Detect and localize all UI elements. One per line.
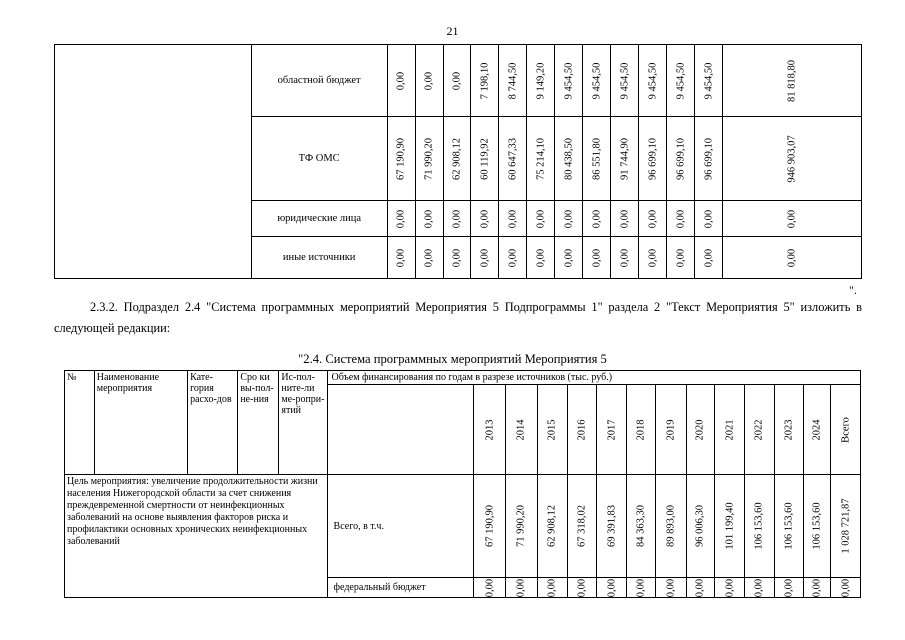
year-value-cell [471, 45, 499, 117]
year-value-cell [499, 237, 527, 279]
table-row [55, 45, 862, 117]
source-label: иные источники [251, 237, 387, 279]
year-value-cell [715, 475, 745, 578]
year-value-cell [415, 237, 443, 279]
year-value-cell [506, 578, 538, 598]
cell-value: 2023 [783, 419, 795, 440]
cell-value: 0,00 [665, 578, 677, 597]
cell-value: 0,00 [619, 209, 631, 228]
year-value-cell [471, 237, 499, 279]
year-header-cell [506, 385, 538, 475]
year-header-cell [474, 385, 506, 475]
source-label: юридические лица [251, 201, 387, 237]
year-value-cell [611, 45, 639, 117]
cell-value: 0,00 [647, 248, 659, 267]
year-header-cell [686, 385, 715, 475]
year-value-cell [744, 578, 774, 598]
year-value-cell [639, 117, 667, 201]
cell-value: 62 908,12 [546, 505, 558, 547]
header-executors: Ис-пол-ните-ли ме-ропри-ятий [279, 371, 327, 475]
year-value-cell [655, 578, 686, 598]
cell-value: 106 153,60 [783, 502, 795, 550]
year-value-cell [527, 45, 555, 117]
cell-value: 80 438,50 [563, 137, 575, 180]
header-funding-volume: Объем финансирования по годам в разрезе источников (тыс. руб.) [327, 371, 860, 385]
cell-value: 0,00 [591, 209, 603, 228]
year-value-cell [537, 475, 567, 578]
year-header-cell [715, 385, 745, 475]
cell-value: 0,00 [675, 248, 687, 267]
cell-value: 0,00 [451, 248, 463, 267]
year-value-cell [443, 45, 471, 117]
year-value-cell [695, 201, 723, 237]
cell-value: 62 908,12 [451, 137, 463, 180]
total-value-cell [723, 201, 862, 237]
year-value-cell [471, 201, 499, 237]
cell-value: 7 198,10 [479, 62, 491, 99]
cell-value: 9 454,50 [591, 62, 603, 99]
cell-value: 89 893,00 [665, 505, 677, 547]
year-value-cell [415, 45, 443, 117]
total-value-cell [723, 117, 862, 201]
year-value-cell [667, 237, 695, 279]
cell-value: 0,00 [635, 578, 647, 597]
cell-value: 0,00 [451, 71, 463, 90]
cell-value: 9 454,50 [647, 62, 659, 99]
cell-value: 0,00 [694, 578, 706, 597]
year-header-cell [744, 385, 774, 475]
total-value-cell [723, 237, 862, 279]
cell-value: 60 119,92 [479, 137, 491, 180]
cell-value: 96 006,30 [694, 505, 706, 547]
cell-value: 84 363,30 [635, 505, 647, 547]
cell-value: 9 454,50 [675, 62, 687, 99]
year-value-cell [387, 201, 415, 237]
year-value-cell [471, 117, 499, 201]
year-value-cell [686, 475, 715, 578]
cell-value: 75 214,10 [535, 137, 547, 180]
year-value-cell [667, 117, 695, 201]
cell-value: 2020 [694, 419, 706, 440]
cell-value: 9 149,20 [535, 62, 547, 99]
year-header-cell [774, 385, 804, 475]
cell-value: 67 190,90 [395, 137, 407, 180]
year-value-cell [695, 117, 723, 201]
blank-merged-cell [55, 45, 252, 279]
year-value-cell [583, 117, 611, 201]
year-value-cell [774, 475, 804, 578]
year-value-cell [695, 237, 723, 279]
header-category: Кате-гория расхо-дов [188, 371, 238, 475]
cell-value: 0,00 [576, 578, 588, 597]
cell-value: 0,00 [619, 248, 631, 267]
funding-table-continued [54, 44, 862, 279]
cell-value: 0,00 [591, 248, 603, 267]
header-blank-cell [327, 385, 474, 475]
cell-value: 0,00 [507, 209, 519, 228]
cell-value: 0,00 [423, 248, 435, 267]
cell-value: 0,00 [451, 209, 463, 228]
year-value-cell [527, 117, 555, 201]
year-value-cell [655, 475, 686, 578]
year-value-cell [499, 117, 527, 201]
year-header-cell [537, 385, 567, 475]
cell-value: 81 818,80 [786, 59, 798, 102]
year-value-cell [443, 117, 471, 201]
year-value-cell [831, 578, 861, 598]
year-value-cell [611, 201, 639, 237]
cell-value: 9 454,50 [563, 62, 575, 99]
year-value-cell [774, 578, 804, 598]
cell-value: 0,00 [479, 209, 491, 228]
year-value-cell [527, 201, 555, 237]
cell-value: 0,00 [423, 71, 435, 90]
year-value-cell [583, 201, 611, 237]
cell-value: 91 744,90 [619, 137, 631, 180]
cell-value: 0,00 [507, 248, 519, 267]
cell-value: 96 699,10 [703, 137, 715, 180]
year-value-cell [527, 237, 555, 279]
cell-value: 2016 [576, 419, 588, 440]
measures-table [64, 370, 861, 598]
cell-value: 106 153,60 [811, 502, 823, 550]
year-value-cell [667, 201, 695, 237]
year-value-cell [474, 475, 506, 578]
cell-value: 2017 [606, 419, 618, 440]
cell-value: 0,00 [546, 578, 558, 597]
cell-value: 0,00 [647, 209, 659, 228]
cell-value: 60 647,33 [507, 137, 519, 180]
quote-end-mark: ". [849, 283, 857, 297]
year-value-cell [443, 201, 471, 237]
year-header-cell [567, 385, 597, 475]
year-value-cell [611, 237, 639, 279]
source-label: областной бюджет [251, 45, 387, 117]
cell-value: 0,00 [395, 209, 407, 228]
measure-goal: Цель мероприятия: увеличение продолжительности жизни населения Нижегородской области за счет снижения преждевременной смертности от неинфекционных заболеваний на основе выявления факторов риска и профилактики основных хронических неинфекционных заболеваний [65, 475, 328, 598]
year-value-cell [583, 237, 611, 279]
year-value-cell [415, 117, 443, 201]
header-terms: Сро ки вы-пол-не-ния [238, 371, 279, 475]
cell-value: 0,00 [423, 209, 435, 228]
cell-value: 0,00 [703, 248, 715, 267]
year-value-cell [567, 578, 597, 598]
header-number: № [65, 371, 95, 475]
cell-value: 2018 [635, 419, 647, 440]
year-value-cell [555, 201, 583, 237]
cell-value: 0,00 [724, 578, 736, 597]
cell-value: 0,00 [783, 578, 795, 597]
cell-value: 2021 [724, 419, 736, 440]
year-value-cell [639, 237, 667, 279]
year-value-cell [744, 475, 774, 578]
cell-value: 0,00 [606, 578, 618, 597]
cell-value: 2015 [546, 419, 558, 440]
total-value-cell [723, 45, 862, 117]
year-value-cell [639, 45, 667, 117]
cell-value: 69 391,83 [606, 505, 618, 547]
year-value-cell [555, 45, 583, 117]
cell-value: 9 454,50 [619, 62, 631, 99]
cell-value: 2014 [515, 419, 527, 440]
year-value-cell [499, 45, 527, 117]
year-value-cell [639, 201, 667, 237]
year-header-cell [627, 385, 656, 475]
cell-value: 0,00 [515, 578, 527, 597]
source-label: Всего, в т.ч. [327, 475, 474, 578]
year-value-cell [597, 578, 627, 598]
page-number: 21 [446, 24, 459, 38]
cell-value: 946 903,07 [786, 134, 798, 183]
year-header-cell [831, 385, 861, 475]
cell-value: 86 551,80 [591, 137, 603, 180]
year-value-cell [695, 45, 723, 117]
year-value-cell [686, 578, 715, 598]
cell-value: 71 990,20 [423, 137, 435, 180]
amendment-paragraph [54, 297, 862, 339]
cell-value: 8 744,50 [507, 62, 519, 99]
year-value-cell [804, 475, 831, 578]
year-value-cell [555, 117, 583, 201]
cell-value: 0,00 [535, 248, 547, 267]
year-value-cell [567, 475, 597, 578]
year-value-cell [506, 475, 538, 578]
cell-value: 0,00 [395, 248, 407, 267]
cell-value: 2022 [753, 419, 765, 440]
cell-value: 9 454,50 [703, 62, 715, 99]
cell-value: 0,00 [563, 248, 575, 267]
cell-value: 0,00 [675, 209, 687, 228]
year-value-cell [474, 578, 506, 598]
cell-value: 2024 [811, 419, 823, 440]
cell-value: 0,00 [395, 71, 407, 90]
cell-value: 0,00 [703, 209, 715, 228]
table-row [65, 475, 861, 578]
year-value-cell [415, 201, 443, 237]
year-value-cell [583, 45, 611, 117]
cell-value: 0,00 [753, 578, 765, 597]
cell-value: Всего [840, 416, 852, 443]
year-value-cell [804, 578, 831, 598]
year-value-cell [627, 578, 656, 598]
cell-value: 2013 [484, 419, 496, 440]
cell-value: 0,00 [786, 209, 798, 228]
paragraph-text: 2.3.2. Подраздел 2.4 "Система программных мероприятий Мероприятия 5 Подпрограммы 1" раздела 2 "Текст Мероприятия 5" изложить в следующей редакции: [54, 300, 862, 335]
year-header-cell [804, 385, 831, 475]
year-value-cell [387, 117, 415, 201]
header-measure-name: Наименование мероприятия [94, 371, 187, 475]
year-header-cell [655, 385, 686, 475]
cell-value: 0,00 [811, 578, 823, 597]
cell-value: 1 028 721,87 [840, 498, 852, 554]
year-value-cell [387, 45, 415, 117]
cell-value: 0,00 [535, 209, 547, 228]
year-value-cell [715, 578, 745, 598]
year-header-cell [597, 385, 627, 475]
year-value-cell [387, 237, 415, 279]
cell-value: 101 199,40 [724, 502, 736, 550]
cell-value: 0,00 [479, 248, 491, 267]
cell-value: 96 699,10 [675, 137, 687, 180]
cell-value: 71 990,20 [515, 505, 527, 547]
year-value-cell [443, 237, 471, 279]
section-caption: "2.4. Система программных мероприятий Мероприятия 5 [298, 352, 607, 366]
year-value-cell [597, 475, 627, 578]
year-value-cell [667, 45, 695, 117]
cell-value: 96 699,10 [647, 137, 659, 180]
cell-value: 106 153,60 [753, 502, 765, 550]
year-value-cell [555, 237, 583, 279]
cell-value: 0,00 [840, 578, 852, 597]
year-value-cell [499, 201, 527, 237]
cell-value: 67 190,90 [484, 505, 496, 547]
source-label: федеральный бюджет [327, 578, 474, 598]
year-value-cell [537, 578, 567, 598]
cell-value: 0,00 [563, 209, 575, 228]
cell-value: 67 318,02 [576, 505, 588, 547]
year-value-cell [627, 475, 656, 578]
cell-value: 0,00 [484, 578, 496, 597]
source-label: ТФ ОМС [251, 117, 387, 201]
cell-value: 0,00 [786, 248, 798, 267]
year-value-cell [831, 475, 861, 578]
year-value-cell [611, 117, 639, 201]
cell-value: 2019 [665, 419, 677, 440]
